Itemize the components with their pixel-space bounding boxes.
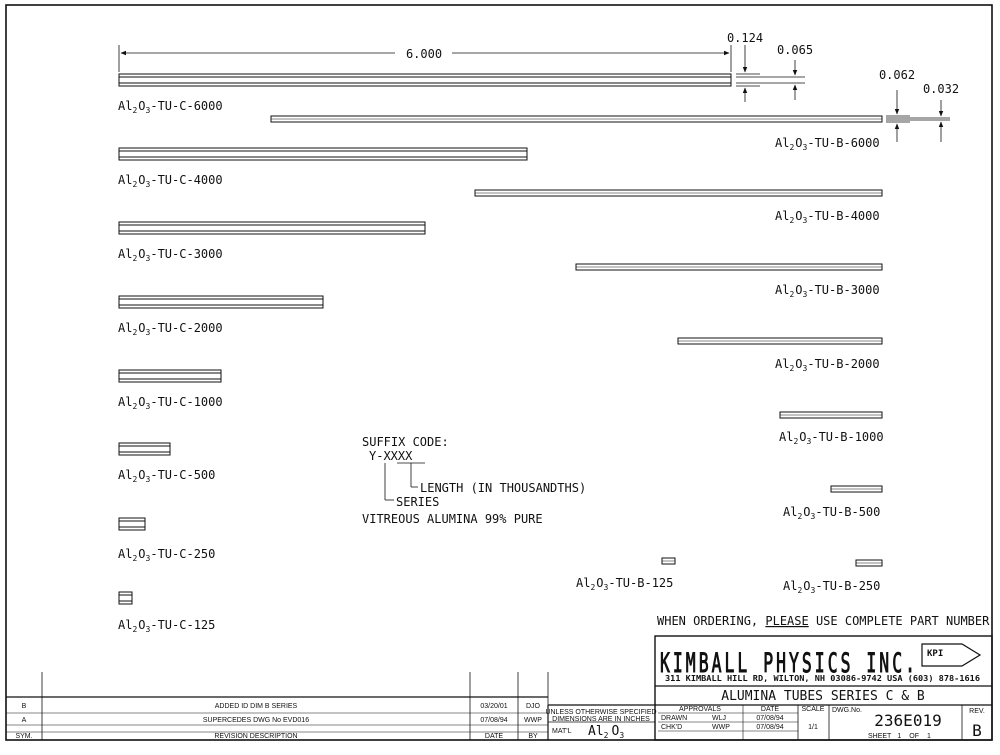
dim-b-id-label: 0.032 — [922, 82, 960, 96]
tube-b-1000 — [780, 412, 882, 418]
suffix-code-title: SUFFIX CODE: — [362, 435, 449, 449]
date-label: DATE — [760, 706, 780, 713]
revision-desc: SUPERCEDES DWG No EVD016 — [202, 717, 310, 724]
revision-by: DJO — [526, 703, 540, 710]
revision-row — [22, 717, 543, 724]
drawn-label: DRAWN — [661, 715, 688, 722]
suffix-code-pattern: Y-XXXX — [369, 449, 413, 463]
dim-b-id — [886, 100, 950, 142]
company-address: 311 KIMBALL HILL RD, WILTON, NH 03086-9742 USA (603) 878-1616 — [665, 674, 981, 683]
material-note: VITREOUS ALUMINA 99% PURE — [362, 512, 543, 526]
part-label-b-125: $Al_2O_3-TU-B-125$ — [576, 576, 674, 592]
tube-c-4000 — [119, 148, 527, 160]
part-label-b-2000: $Al_2O_3-TU-B-2000$ — [775, 357, 880, 373]
tube-b-3000 — [576, 264, 882, 270]
dim-c-id-label: 0.065 — [776, 43, 814, 57]
tube-c-2000 — [119, 296, 323, 308]
dim-c-od-label: 0.124 — [726, 31, 764, 45]
tube-c-125 — [119, 592, 132, 604]
revision-date: 07/08/94 — [480, 717, 508, 724]
checked-date: 07/08/94 — [756, 724, 784, 731]
part-label-c-500: $Al_2O_3-TU-C-500$ — [118, 468, 216, 484]
tube-b-500 — [831, 486, 882, 492]
part-label-c-4000: $Al_2O_3-TU-C-4000$ — [118, 173, 223, 189]
title-block — [545, 636, 992, 740]
c-series-labels — [118, 99, 223, 634]
scale-value: 1/1 — [808, 724, 818, 731]
b-series-labels — [576, 136, 884, 595]
approvals-label: APPROVALS — [679, 706, 721, 713]
part-label-b-4000: $Al_2O_3-TU-B-4000$ — [775, 209, 880, 225]
scale-label: SCALE — [801, 706, 825, 713]
ordering-note: WHEN ORDERING, PLEASE USE COMPLETE PART NUMBER — [657, 614, 990, 628]
kpi-logo-text: KPI — [927, 649, 944, 659]
checked-label: CHK'D — [661, 724, 683, 731]
tube-c-500 — [119, 443, 170, 455]
dim-b-od — [886, 90, 910, 142]
revision-header-sym: SYM. — [15, 733, 33, 740]
revision-date: 03/20/01 — [480, 703, 508, 710]
revision-sym: B — [21, 703, 27, 710]
tube-c-6000 — [119, 74, 731, 86]
drawing-title: ALUMINA TUBES SERIES C & B — [721, 689, 925, 704]
revision-sym: A — [21, 717, 27, 724]
tube-b-250 — [856, 560, 882, 566]
material-formula: $Al_2$ $O_3$ — [588, 724, 625, 740]
tube-b-6000 — [271, 116, 882, 122]
part-label-b-3000: $Al_2O_3-TU-B-3000$ — [775, 283, 880, 299]
rev-label: REV. — [969, 708, 985, 715]
tube-b-125 — [662, 558, 675, 564]
tolerance-note-line-1: UNLESS OTHERWISE SPECIFIED — [545, 709, 657, 716]
revision-header — [15, 733, 538, 740]
part-label-c-250: $Al_2O_3-TU-C-250$ — [118, 547, 216, 563]
dim-length-label: 6.000 — [405, 47, 443, 61]
revision-by: WWP — [524, 717, 542, 724]
tube-b-4000 — [475, 190, 882, 196]
suffix-code-length: LENGTH (IN THOUSANDTHS) — [420, 481, 587, 495]
company-logo-text: KIMBALL PHYSICS INC. — [660, 648, 918, 679]
tolerance-note-line-2: DIMENSIONS ARE IN INCHES — [552, 716, 650, 723]
dwg-number: 236E019 — [874, 711, 942, 730]
dim-c-od — [736, 45, 760, 102]
revision-header-desc: REVISION DESCRIPTION — [214, 733, 298, 740]
drawn-date: 07/08/94 — [756, 715, 784, 722]
part-label-c-1000: $Al_2O_3-TU-C-1000$ — [118, 395, 223, 411]
part-label-c-125: $Al_2O_3-TU-C-125$ — [118, 618, 216, 634]
revision-block — [6, 672, 548, 740]
dim-b-od-label: 0.062 — [878, 68, 916, 82]
sheet-indicator: SHEET 1 OF 1 — [868, 733, 931, 740]
revision-header-by: BY — [528, 733, 538, 740]
rev-value: B — [972, 721, 982, 740]
part-label-b-6000: $Al_2O_3-TU-B-6000$ — [775, 136, 880, 152]
part-label-c-2000: $Al_2O_3-TU-C-2000$ — [118, 321, 223, 337]
checked-by: WWP — [712, 724, 730, 731]
dim-c-id — [736, 60, 805, 100]
revision-header-date: DATE — [484, 733, 504, 740]
material-label: MAT'L — [552, 728, 572, 735]
part-label-c-6000: $Al_2O_3-TU-C-6000$ — [118, 99, 223, 115]
tube-c-250 — [119, 518, 145, 530]
revision-row — [22, 703, 541, 710]
tube-c-3000 — [119, 222, 425, 234]
tube-c-1000 — [119, 370, 221, 382]
suffix-code-note — [362, 435, 586, 526]
dwg-no-label: DWG.No. — [832, 707, 862, 714]
tube-b-2000 — [678, 338, 882, 344]
b-series-tubes — [271, 116, 882, 566]
part-label-b-500: $Al_2O_3-TU-B-500$ — [783, 505, 881, 521]
drawn-by: WLJ — [712, 715, 726, 722]
revision-desc: ADDED ID DIM B SERIES — [214, 703, 298, 710]
part-label-b-250: $Al_2O_3-TU-B-250$ — [783, 579, 881, 595]
suffix-code-series: SERIES — [396, 495, 440, 509]
part-label-c-3000: $Al_2O_3-TU-C-3000$ — [118, 247, 223, 263]
part-label-b-1000: $Al_2O_3-TU-B-1000$ — [779, 430, 884, 446]
